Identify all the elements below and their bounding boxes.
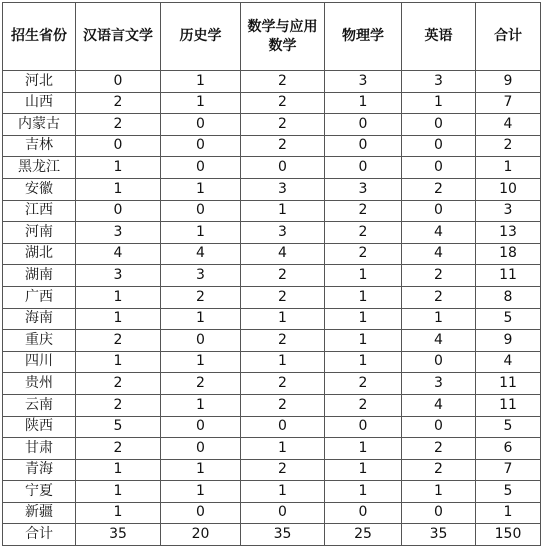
cell-physics: 1: [325, 330, 402, 352]
cell-history: 0: [161, 330, 241, 352]
header-history: 历史学: [161, 3, 241, 71]
cell-english: 2: [402, 438, 476, 460]
cell-total: 18: [476, 243, 541, 265]
cell-total: 4: [476, 114, 541, 136]
header-mathematics: 数学与应用数学: [241, 3, 325, 71]
province-cell: 吉林: [3, 135, 76, 157]
cell-history: 3: [161, 265, 241, 287]
province-cell: 海南: [3, 308, 76, 330]
cell-physics: 1: [325, 481, 402, 503]
cell-mathematics: 2: [241, 330, 325, 352]
cell-total: 3: [476, 200, 541, 222]
table-row: [3, 416, 541, 438]
cell-history: 4: [161, 243, 241, 265]
table-row: [3, 222, 541, 244]
province-cell: 河北: [3, 71, 76, 93]
cell-chinese-literature: 0: [76, 200, 161, 222]
table-row: [3, 92, 541, 114]
cell-mathematics: 2: [241, 459, 325, 481]
cell-english: 1: [402, 481, 476, 503]
cell-total: 11: [476, 394, 541, 416]
cell-mathematics: 1: [241, 200, 325, 222]
cell-mathematics: 2: [241, 265, 325, 287]
cell-history: 0: [161, 200, 241, 222]
cell-total: 6: [476, 438, 541, 460]
table-row: [3, 265, 541, 287]
cell-english: 3: [402, 373, 476, 395]
table-body: [3, 71, 541, 546]
cell-history: 1: [161, 92, 241, 114]
cell-history: 1: [161, 178, 241, 200]
cell-history: 0: [161, 416, 241, 438]
province-cell: 四川: [3, 351, 76, 373]
cell-chinese-literature: 0: [76, 135, 161, 157]
cell-total: 11: [476, 265, 541, 287]
cell-history: 0: [161, 135, 241, 157]
cell-english: 0: [402, 351, 476, 373]
cell-mathematics: 1: [241, 481, 325, 503]
cell-mathematics: 0: [241, 416, 325, 438]
cell-mathematics: 4: [241, 243, 325, 265]
cell-history: 2: [161, 373, 241, 395]
cell-english: 0: [402, 135, 476, 157]
province-cell: 贵州: [3, 373, 76, 395]
table-row: [3, 157, 541, 179]
total-history: 20: [161, 524, 241, 546]
cell-total: 2: [476, 135, 541, 157]
cell-physics: 1: [325, 265, 402, 287]
table-row: [3, 243, 541, 265]
cell-mathematics: 1: [241, 351, 325, 373]
enrollment-table-container: [2, 2, 541, 546]
header-total: 合计: [476, 3, 541, 71]
cell-chinese-literature: 3: [76, 222, 161, 244]
cell-mathematics: 2: [241, 114, 325, 136]
table-row: [3, 200, 541, 222]
cell-mathematics: 2: [241, 135, 325, 157]
cell-chinese-literature: 2: [76, 92, 161, 114]
cell-physics: 2: [325, 243, 402, 265]
cell-physics: 0: [325, 135, 402, 157]
cell-physics: 1: [325, 351, 402, 373]
cell-total: 5: [476, 481, 541, 503]
cell-total: 7: [476, 92, 541, 114]
province-cell: 湖南: [3, 265, 76, 287]
cell-mathematics: 1: [241, 308, 325, 330]
cell-english: 0: [402, 114, 476, 136]
cell-english: 0: [402, 502, 476, 524]
enrollment-table: [2, 2, 541, 546]
cell-mathematics: 2: [241, 373, 325, 395]
province-cell: 青海: [3, 459, 76, 481]
cell-mathematics: 2: [241, 394, 325, 416]
cell-english: 3: [402, 71, 476, 93]
cell-chinese-literature: 1: [76, 308, 161, 330]
cell-history: 1: [161, 308, 241, 330]
cell-english: 2: [402, 265, 476, 287]
cell-mathematics: 0: [241, 502, 325, 524]
cell-english: 0: [402, 200, 476, 222]
table-row: [3, 459, 541, 481]
total-chinese-literature: 35: [76, 524, 161, 546]
cell-chinese-literature: 2: [76, 114, 161, 136]
cell-chinese-literature: 0: [76, 71, 161, 93]
cell-total: 5: [476, 308, 541, 330]
cell-chinese-literature: 1: [76, 481, 161, 503]
table-row: [3, 351, 541, 373]
cell-chinese-literature: 3: [76, 265, 161, 287]
cell-history: 1: [161, 459, 241, 481]
cell-chinese-literature: 1: [76, 351, 161, 373]
cell-mathematics: 2: [241, 286, 325, 308]
cell-mathematics: 3: [241, 178, 325, 200]
cell-physics: 0: [325, 502, 402, 524]
table-row: [3, 330, 541, 352]
province-cell: 宁夏: [3, 481, 76, 503]
table-row: [3, 373, 541, 395]
cell-mathematics: 1: [241, 438, 325, 460]
cell-total: 11: [476, 373, 541, 395]
cell-chinese-literature: 1: [76, 286, 161, 308]
total-english: 35: [402, 524, 476, 546]
province-cell: 河南: [3, 222, 76, 244]
table-row: [3, 308, 541, 330]
cell-history: 1: [161, 351, 241, 373]
cell-english: 2: [402, 286, 476, 308]
province-cell: 重庆: [3, 330, 76, 352]
header-english: 英语: [402, 3, 476, 71]
province-cell: 广西: [3, 286, 76, 308]
cell-total: 10: [476, 178, 541, 200]
cell-mathematics: 0: [241, 157, 325, 179]
cell-chinese-literature: 1: [76, 178, 161, 200]
cell-english: 4: [402, 394, 476, 416]
table-row: [3, 178, 541, 200]
table-row: [3, 438, 541, 460]
cell-physics: 3: [325, 178, 402, 200]
province-cell: 云南: [3, 394, 76, 416]
cell-physics: 0: [325, 157, 402, 179]
cell-chinese-literature: 2: [76, 394, 161, 416]
cell-chinese-literature: 1: [76, 459, 161, 481]
cell-history: 1: [161, 394, 241, 416]
cell-chinese-literature: 4: [76, 243, 161, 265]
cell-total: 9: [476, 330, 541, 352]
province-cell: 湖北: [3, 243, 76, 265]
table-row: [3, 481, 541, 503]
cell-physics: 0: [325, 416, 402, 438]
header-physics: 物理学: [325, 3, 402, 71]
cell-chinese-literature: 2: [76, 373, 161, 395]
cell-mathematics: 2: [241, 92, 325, 114]
cell-physics: 3: [325, 71, 402, 93]
province-cell: 山西: [3, 92, 76, 114]
cell-physics: 2: [325, 373, 402, 395]
table-row: [3, 286, 541, 308]
cell-english: 1: [402, 308, 476, 330]
cell-physics: 2: [325, 394, 402, 416]
cell-total: 9: [476, 71, 541, 93]
header-row: [3, 3, 541, 71]
cell-physics: 0: [325, 114, 402, 136]
province-cell: 甘肃: [3, 438, 76, 460]
cell-physics: 1: [325, 286, 402, 308]
total-physics: 25: [325, 524, 402, 546]
cell-english: 4: [402, 243, 476, 265]
table-row: [3, 135, 541, 157]
province-cell: 新疆: [3, 502, 76, 524]
cell-total: 5: [476, 416, 541, 438]
total-label: 合计: [3, 524, 76, 546]
province-cell: 陕西: [3, 416, 76, 438]
cell-english: 1: [402, 92, 476, 114]
province-cell: 内蒙古: [3, 114, 76, 136]
header-province: 招生省份: [3, 3, 76, 71]
cell-english: 4: [402, 330, 476, 352]
total-total: 150: [476, 524, 541, 546]
table-row: [3, 394, 541, 416]
cell-history: 2: [161, 286, 241, 308]
cell-history: 0: [161, 157, 241, 179]
cell-physics: 1: [325, 438, 402, 460]
header-chinese-literature: 汉语言文学: [76, 3, 161, 71]
province-cell: 黑龙江: [3, 157, 76, 179]
cell-english: 2: [402, 178, 476, 200]
cell-total: 13: [476, 222, 541, 244]
cell-history: 1: [161, 222, 241, 244]
province-cell: 江西: [3, 200, 76, 222]
cell-history: 1: [161, 71, 241, 93]
cell-chinese-literature: 1: [76, 157, 161, 179]
cell-physics: 1: [325, 308, 402, 330]
cell-history: 1: [161, 481, 241, 503]
cell-chinese-literature: 5: [76, 416, 161, 438]
cell-total: 8: [476, 286, 541, 308]
table-row: [3, 71, 541, 93]
table-row: [3, 502, 541, 524]
table-row: [3, 114, 541, 136]
cell-physics: 2: [325, 200, 402, 222]
cell-total: 4: [476, 351, 541, 373]
cell-chinese-literature: 1: [76, 502, 161, 524]
total-mathematics: 35: [241, 524, 325, 546]
cell-english: 2: [402, 459, 476, 481]
cell-chinese-literature: 2: [76, 330, 161, 352]
cell-history: 0: [161, 438, 241, 460]
cell-history: 0: [161, 114, 241, 136]
cell-total: 7: [476, 459, 541, 481]
cell-physics: 1: [325, 459, 402, 481]
cell-history: 0: [161, 502, 241, 524]
province-cell: 安徽: [3, 178, 76, 200]
cell-english: 0: [402, 157, 476, 179]
cell-english: 0: [402, 416, 476, 438]
cell-total: 1: [476, 502, 541, 524]
cell-total: 1: [476, 157, 541, 179]
cell-mathematics: 2: [241, 71, 325, 93]
cell-english: 4: [402, 222, 476, 244]
total-row: [3, 524, 541, 546]
cell-physics: 2: [325, 222, 402, 244]
cell-physics: 1: [325, 92, 402, 114]
cell-chinese-literature: 2: [76, 438, 161, 460]
cell-mathematics: 3: [241, 222, 325, 244]
